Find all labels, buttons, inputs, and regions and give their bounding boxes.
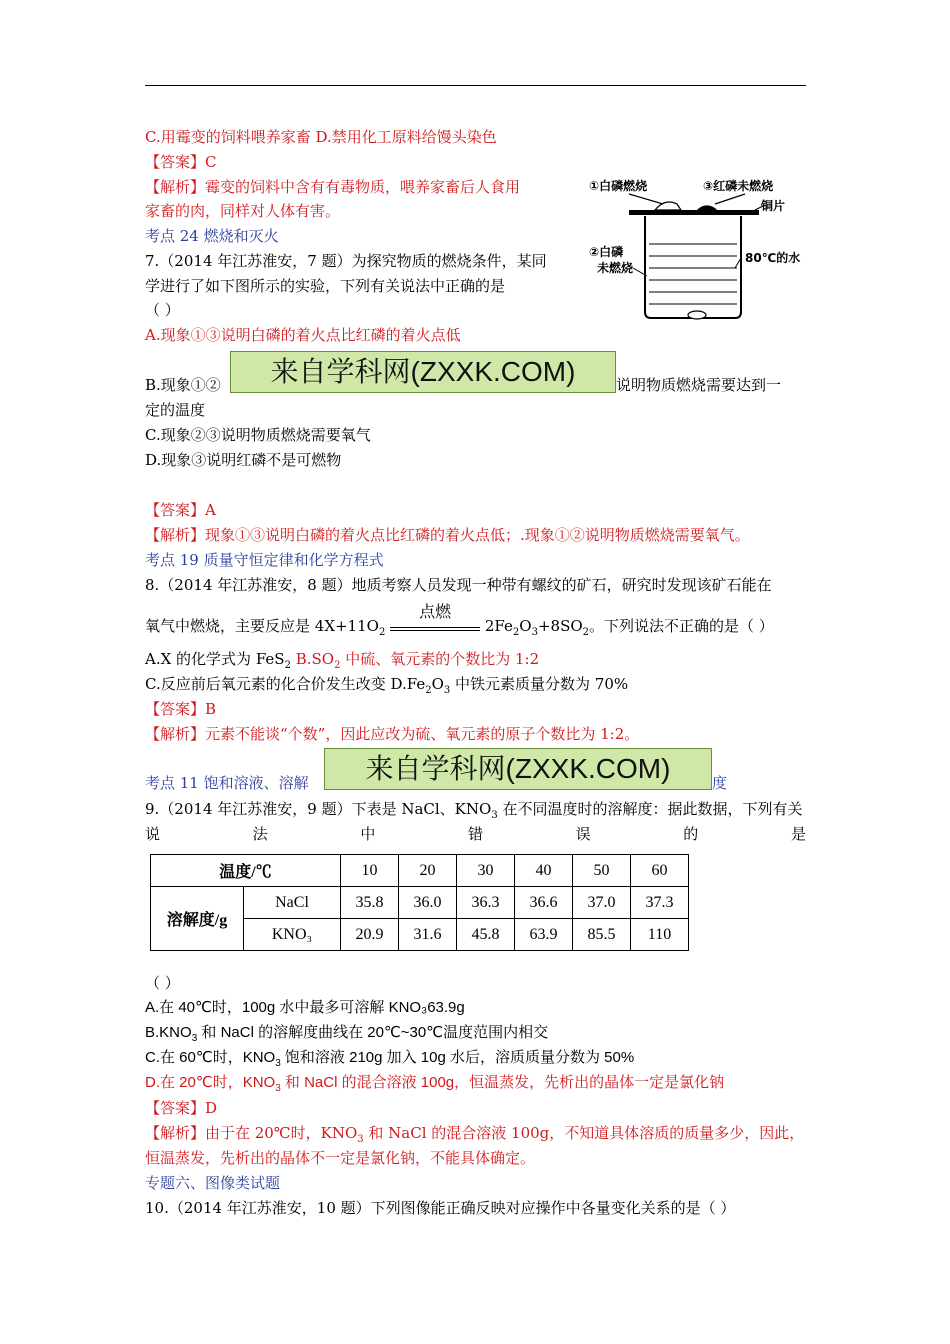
question-7-line2: 学进行了如下图所示的实验，下列有关说法中正确的是: [145, 277, 506, 295]
option-b-q9: $B.KNO_3$ 和 NaCl 的溶解度曲线在 20℃~30℃温度范围内相交: [145, 1024, 549, 1044]
header-rule: [145, 85, 806, 86]
topic-19-heading: 考点 19 质量守恒定律和化学方程式: [145, 551, 384, 569]
question-8-equation: 氧气中燃烧，主要反应是 $4X+11O_2$ 点燃 $2Fe_2O_3+8SO_2$。下列说法不正确的是（ ）: [145, 602, 774, 638]
option-a-q7: A.现象①③说明白磷的着火点比红磷的着火点低: [145, 326, 461, 344]
topic-6-heading: 专题六、图像类试题: [145, 1174, 281, 1192]
fig-label-hot-water: 80℃的水: [745, 251, 801, 265]
topic-11-heading-start: 考点 11 饱和溶液、溶解: [145, 774, 309, 792]
answer-q9: 【答案】D: [145, 1099, 218, 1117]
option-a-q9: A.在 40℃时，100g 水中最多可溶解 KNO₃63.9g: [145, 999, 465, 1016]
option-b-q7-cont: 定的温度: [145, 401, 206, 419]
analysis-q6-line1: 【解析】霉变的饲料中含有有毒物质，喂养家畜后人食用: [145, 178, 521, 196]
option-b-q7-end: 说明物质燃烧需要达到一: [616, 376, 782, 394]
option-c-q7: C.现象②③说明物质燃烧需要氧气: [145, 426, 371, 444]
fig-label-white-phosphorus-burning: ①白磷燃烧: [589, 179, 648, 193]
analysis-q8: 【解析】元素不能谈“个数”，因此应改为硫、氧元素的原子个数比为 1:2。: [145, 725, 640, 743]
question-7-line3: （ ）: [145, 301, 180, 319]
topic-24-heading: 考点 24 燃烧和灭火: [145, 227, 279, 245]
fig-pointer-2: [715, 194, 745, 204]
question-8-line1: 8.（2014 年江苏淮安，8 题）地质考察人员发现一种带有螺纹的矿石，研究时发现该矿石能在: [145, 576, 772, 594]
fig-label-white-p-underwater-2: 未燃烧: [597, 261, 634, 275]
answer-q7: 【答案】A: [145, 501, 216, 519]
temp-header: 温度/℃: [151, 855, 341, 887]
analysis-q9-line1: 【解析】由于在 20℃时，$KNO_3$ 和 NaCl 的混合溶液 100g，不知道具体溶质的质量多少，因此，: [145, 1124, 805, 1145]
option-c-q6: C.用霉变的饲料喂养家畜 D.禁用化工原料给馒头染色: [145, 128, 497, 146]
fig-copper-plate: [629, 210, 759, 215]
analysis-q6-line2: 家畜的肉，同样对人体有害。: [145, 202, 341, 220]
fig-beaker: [645, 216, 741, 318]
option-d-q7: D.现象③说明红磷不是可燃物: [145, 451, 342, 469]
question-9-blank: （ ）: [145, 974, 180, 992]
options-ab-q8: A.X 的化学式为 FeS$_2$ $B.SO_2$ 中硫、氧元素的个数比为 1:2: [145, 650, 540, 671]
topic-11-heading-end: 度: [712, 774, 728, 792]
question-10: 10.（2014 年江苏淮安，10 题）下列图像能正确反映对应操作中各量变化关系的是（ ）: [145, 1199, 736, 1217]
options-cd-q8: C.反应前后氧元素的化合价发生改变 $D.Fe_2O_3$ 中铁元素质量分数为 70%: [145, 675, 629, 696]
question-9-line1: 9.（2014 年江苏淮安，9 题）下表是 NaCl、$KNO_3$ 在不同温度时的溶解度：据此数据，下列有关: [145, 800, 803, 821]
analysis-q9-line2: 恒温蒸发，先析出的晶体不一定是氯化钠，不能具体确定。: [145, 1149, 536, 1167]
option-c-q9: C.在 60℃时，$KNO_3$ 饱和溶液 210g 加入 10g 水后，溶质质量分数为 50%: [145, 1049, 635, 1069]
table-row: 温度/℃ 10 20 30 40 50 60: [151, 855, 689, 887]
fig-pointer-1: [629, 194, 663, 204]
question-9-line2: 说 法 中 错 误 的 是: [145, 825, 806, 843]
option-b-q7-start: B.现象①②: [145, 376, 221, 394]
fig-water-lines: [649, 244, 737, 304]
answer-q6: 【答案】C: [145, 153, 217, 171]
table-row: KNO₃ 20.9 31.6 45.8 63.9 85.5 110: [151, 919, 689, 951]
table-row: 溶解度/g NaCl 35.8 36.0 36.3 36.6 37.0 37.3: [151, 887, 689, 919]
fig-label-white-p-underwater-1: ②白磷: [589, 245, 624, 259]
fig-red-phosphorus: [697, 205, 717, 210]
fig-label-red-phosphorus: ③红磷未燃烧: [703, 179, 774, 193]
solubility-table: [150, 854, 689, 951]
solubility-header: 溶解度/g: [151, 887, 244, 951]
fig-label-copper-plate: 铜片: [761, 199, 786, 213]
fig-white-phosphorus-underwater: [688, 311, 706, 319]
combustion-experiment-figure: [585, 172, 807, 332]
answer-q8: 【答案】B: [145, 700, 217, 718]
equation-reactants: 氧气中燃烧，主要反应是 4X+11O: [145, 617, 379, 635]
analysis-q7: 【解析】现象①③说明白磷的着火点比红磷的着火点低；.现象①②说明物质燃烧需要氧气。: [145, 526, 750, 544]
watermark-2: 来自学科网(ZXXK.COM): [324, 748, 712, 790]
option-d-q9: D.在 20℃时，$KNO_3$ 和 NaCl 的混合溶液 100g，恒温蒸发，先析出的晶体一定是氯化钠: [145, 1074, 725, 1094]
watermark-1: 来自学科网(ZXXK.COM): [230, 351, 616, 393]
reaction-condition: 点燃: [390, 617, 480, 631]
question-7-line1: 7.（2014 年江苏淮安，7 题）为探究物质的燃烧条件，某同: [145, 252, 547, 270]
